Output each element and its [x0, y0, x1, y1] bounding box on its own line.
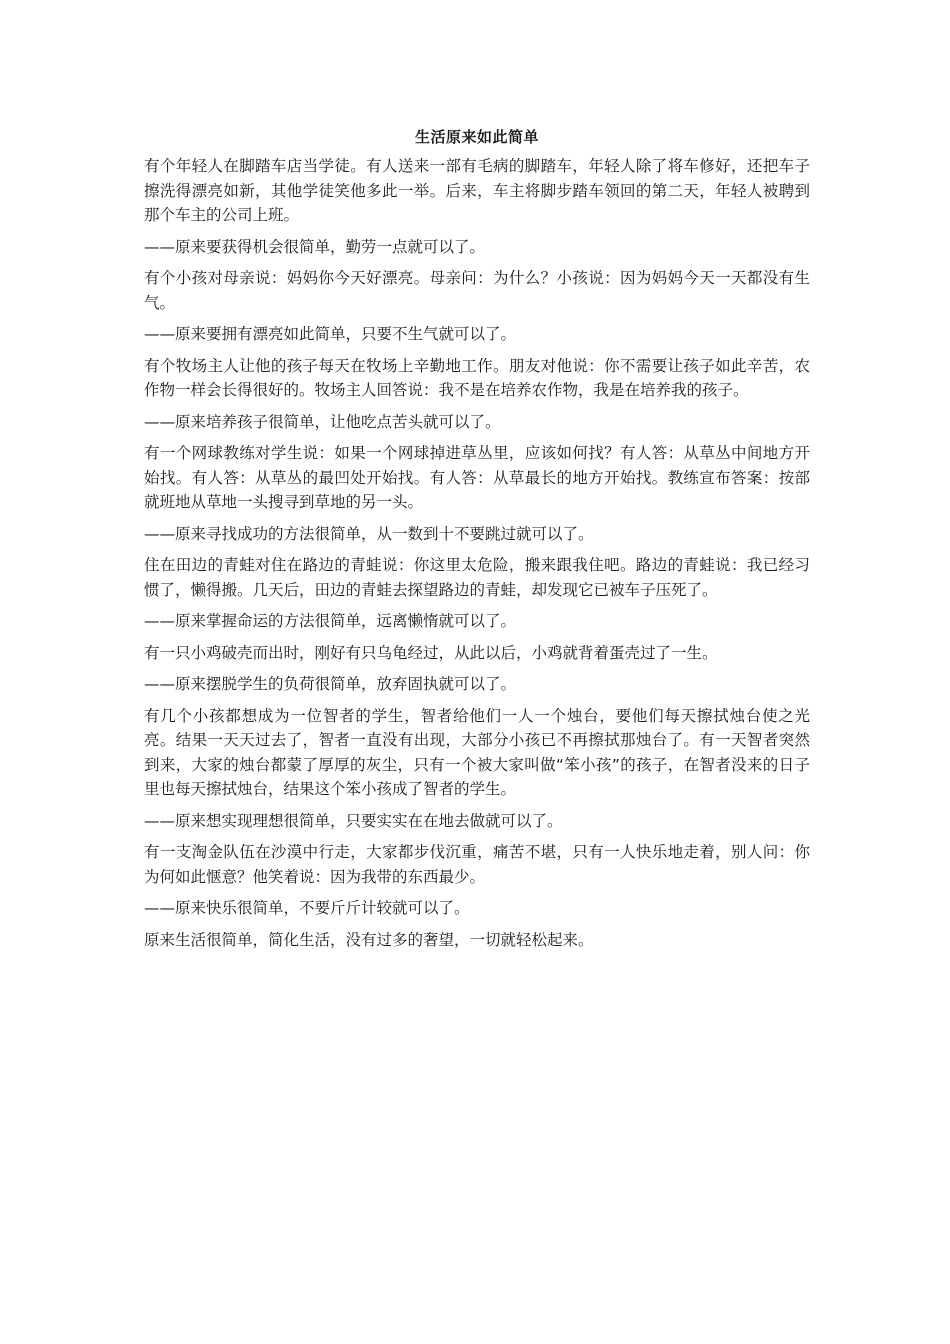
moral-success-method: ——原来寻找成功的方法很简单，从一数到十不要跳过就可以了。 — [144, 524, 594, 543]
moral-raising-children: ——原来培养孩子很简单，让他吃点苦头就可以了。 — [144, 412, 501, 431]
document-title: 生活原来如此简单 — [414, 128, 539, 146]
moral-opportunity: ——原来要获得机会很简单，勤劳一点就可以了。 — [144, 237, 486, 256]
story-gold-diggers: 有一支淘金队伍在沙漠中行走，大家都步伐沉重，痛苦不堪，只有一人快乐地走着，别人问：你为何如此惬意？他笑着说：因为我带的东西最少。 — [144, 843, 810, 886]
story-sage-candlesticks: 有几个小孩都想成为一位智者的学生，智者给他们一人一个烛台，要他们每天擦拭烛台使之光亮。结果一天天过去了，智者一直没有出现，大部分小孩已不再擦拭那烛台了。有一天智者突然到来，大家的烛台都蒙了厚厚的灰尘，只有一个被大家叫做“笨小孩”的孩子，在智者没来的日子里也每天擦拭烛台，结果这个笨小孩成了智者的学生。 — [144, 706, 810, 798]
story-frogs: 住在田边的青蛙对住在路边的青蛙说：你这里太危险，搬来跟我住吧。路边的青蛙说：我已经习惯了，懒得搬。几天后，田边的青蛙去探望路边的青蛙，却发现它已被车子压死了。 — [144, 556, 810, 599]
story-chick-turtle: 有一只小鸡破壳而出时，刚好有只乌龟经过，从此以后，小鸡就背着蛋壳过了一生。 — [144, 643, 718, 662]
story-ranch-owner: 有个牧场主人让他的孩子每天在牧场上辛勤地工作。朋友对他说：你不需要让孩子如此辛苦，农作物一样会长得很好的。牧场主人回答说：我不是在培养农作物，我是在培养我的孩子。 — [144, 356, 810, 399]
moral-ideals: ——原来想实现理想很简单，只要实实在在地去做就可以了。 — [144, 811, 563, 830]
moral-beauty: ——原来要拥有漂亮如此简单，只要不生气就可以了。 — [144, 325, 517, 343]
moral-happiness: ——原来快乐很简单，不要斤斤计较就可以了。 — [144, 899, 470, 917]
document-body — [144, 126, 810, 959]
story-mother-child: 有个小孩对母亲说：妈妈你今天好漂亮。母亲问：为什么？小孩说：因为妈妈今天一天都没有生气。 — [144, 269, 810, 312]
story-bicycle-apprentice: 有个年轻人在脚踏车店当学徒。有人送来一部有毛病的脚踏车，年轻人除了将车修好，还把车子擦洗得漂亮如新，其他学徒笑他多此一举。后来，车主将脚步踏车领回的第二天，年轻人被聘到那个车主的公司上班。 — [144, 157, 810, 224]
story-tennis-coach: 有一个网球教练对学生说：如果一个网球掉进草丛里，应该如何找？有人答：从草丛中间地方开始找。有人答：从草丛的最凹处开始找。有人答：从草最长的地方开始找。教练宣布答案：按部就班地从草地一头搜寻到草地的另一头。 — [144, 444, 810, 511]
conclusion: 原来生活很简单，简化生活，没有过多的奢望，一切就轻松起来。 — [144, 930, 594, 949]
moral-burden: ——原来摆脱学生的负荷很简单，放弃固执就可以了。 — [144, 675, 517, 693]
moral-fate: ——原来掌握命运的方法很简单，远离懒惰就可以了。 — [144, 612, 517, 630]
